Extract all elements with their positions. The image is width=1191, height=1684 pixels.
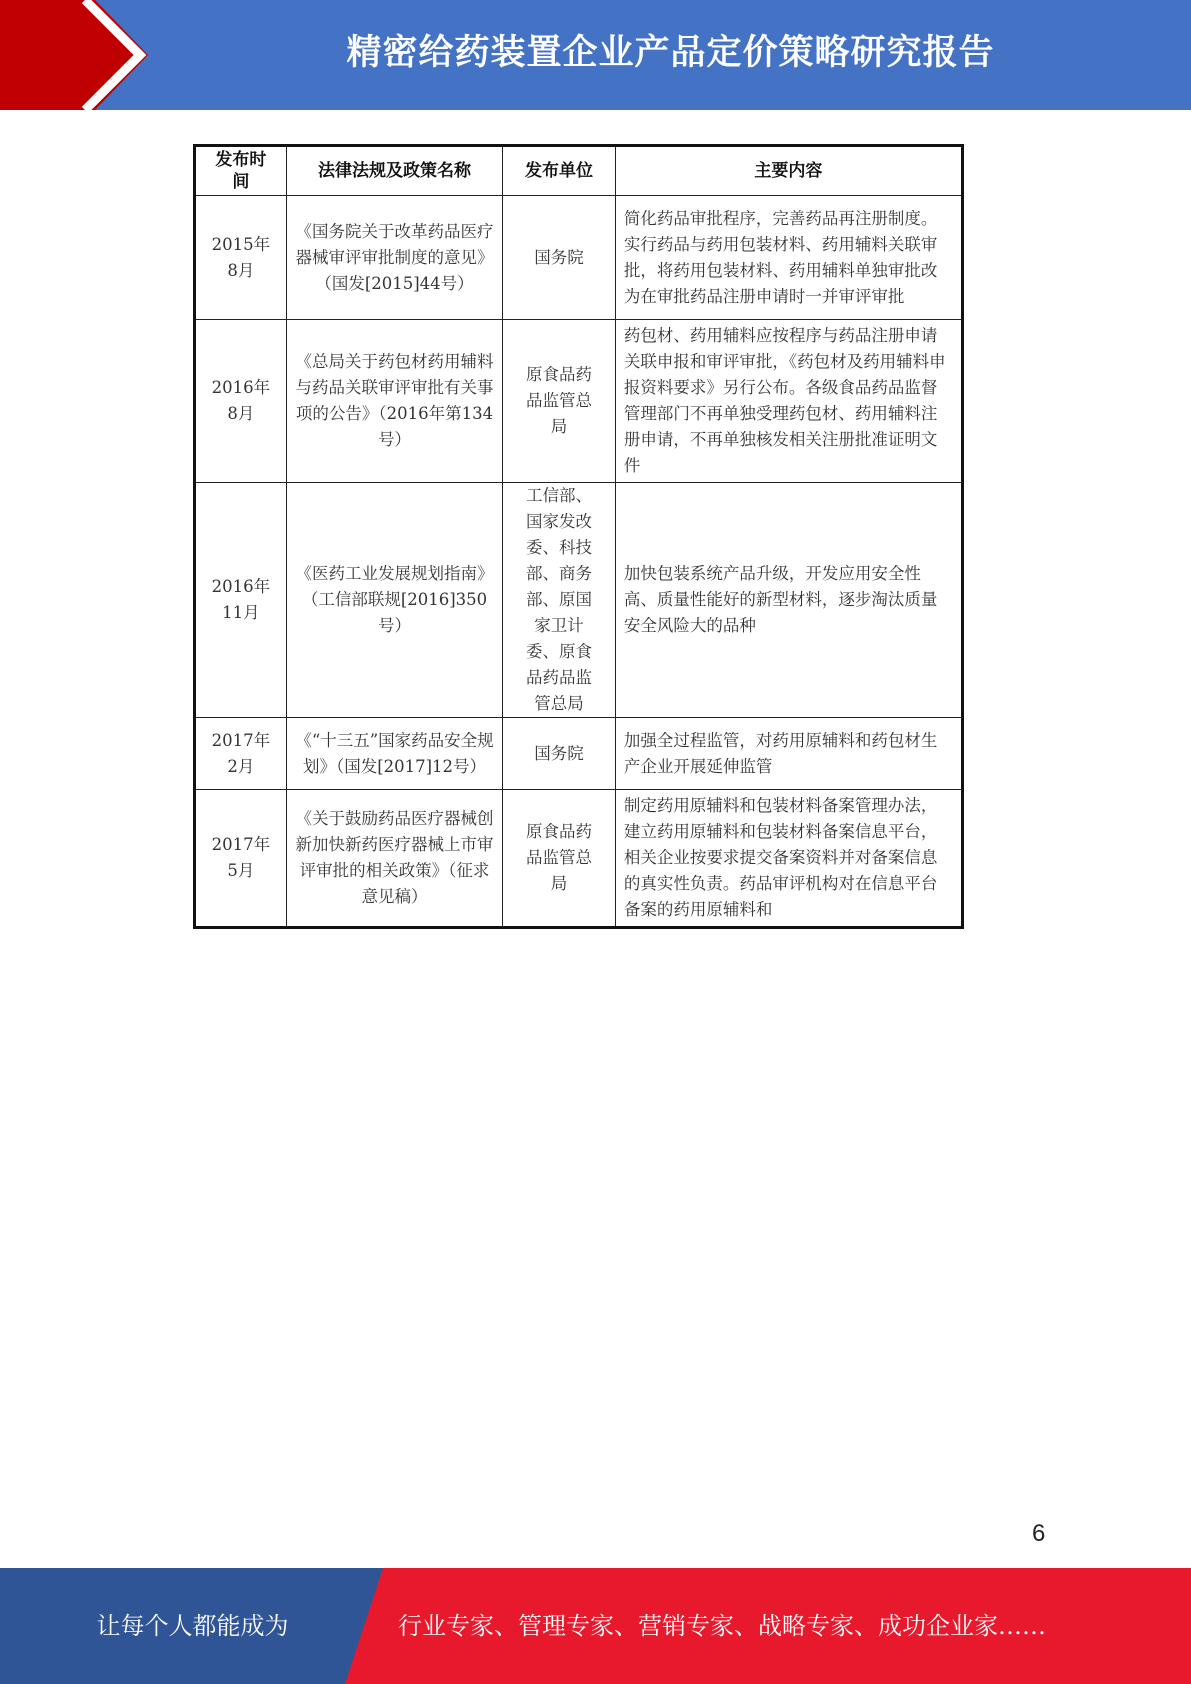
table-row [195, 718, 963, 790]
cell-date: 2015年8月 [195, 196, 287, 320]
cell-issuer: 原食品药品监管总局 [503, 790, 616, 928]
table-row [195, 790, 963, 928]
cell-date: 2016年8月 [195, 320, 287, 483]
footer-bar [0, 1568, 1191, 1684]
cell-date: 2017年5月 [195, 790, 287, 928]
header-name: 法律法规及政策名称 [286, 146, 502, 196]
cell-content: 加快包装系统产品升级，开发应用安全性高、质量性能好的新型材料，逐步淘汰质量安全风险大的品种 [615, 483, 962, 718]
cell-name: 《总局关于药包材药用辅料与药品关联审评审批有关事项的公告》（2016年第134号） [286, 320, 502, 483]
policy-table [193, 144, 964, 929]
table-row [195, 196, 963, 320]
cell-name: 《医药工业发展规划指南》（工信部联规[2016]350号） [286, 483, 502, 718]
page-number: 6 [1032, 1520, 1046, 1547]
cell-name: 《“十三五”国家药品安全规划》（国发[2017]12号） [286, 718, 502, 790]
header-bar [0, 0, 1191, 110]
cell-issuer: 国务院 [503, 196, 616, 320]
report-title: 精密给药装置企业产品定价策略研究报告 [346, 33, 995, 73]
cell-content: 简化药品审批程序，完善药品再注册制度。实行药品与药用包装材料、药用辅料关联审批，将药用包装材料、药用辅料单独审批改为在审批药品注册申请时一并审评审批 [615, 196, 962, 320]
cell-content: 制定药用原辅料和包装材料备案管理办法，建立药用原辅料和包装材料备案信息平台，相关企业按要求提交备案资料并对备案信息的真实性负责。药品审评机构对在信息平台备案的药用原辅料和 [615, 790, 962, 928]
table-row [195, 320, 963, 483]
cell-date: 2017年2月 [195, 718, 287, 790]
cell-content: 加强全过程监管，对药用原辅料和药包材生产企业开展延伸监管 [615, 718, 962, 790]
cell-date: 2016年11月 [195, 483, 287, 718]
cell-content: 药包材、药用辅料应按程序与药品注册申请关联申报和审评审批，《药包材及药用辅料申报资料要求》另行公布。各级食品药品监督管理部门不再单独受理药包材、药用辅料注册申请，不再单独核发相关注册批准证明文件 [615, 320, 962, 483]
cell-name: 《国务院关于改革药品医疗器械审评审批制度的意见》（国发[2015]44号） [286, 196, 502, 320]
header-issuer: 发布单位 [503, 146, 616, 196]
footer-slogan-right: 行业专家、管理专家、营销专家、战略专家、成功企业家…… [398, 1612, 1046, 1640]
cell-name: 《关于鼓励药品医疗器械创新加快新药医疗器械上市审评审批的相关政策》（征求意见稿） [286, 790, 502, 928]
header-red-wedge [0, 0, 148, 110]
header-date: 发布时间 [195, 146, 287, 196]
header-content: 主要内容 [615, 146, 962, 196]
table-row [195, 483, 963, 718]
footer-slogan-left: 让每个人都能成为 [96, 1612, 289, 1640]
cell-issuer: 国务院 [503, 718, 616, 790]
table-header-row [195, 146, 963, 196]
cell-issuer: 工信部、国家发改委、科技部、商务部、原国家卫计委、原食品药品监管总局 [503, 483, 616, 718]
cell-issuer: 原食品药品监管总局 [503, 320, 616, 483]
